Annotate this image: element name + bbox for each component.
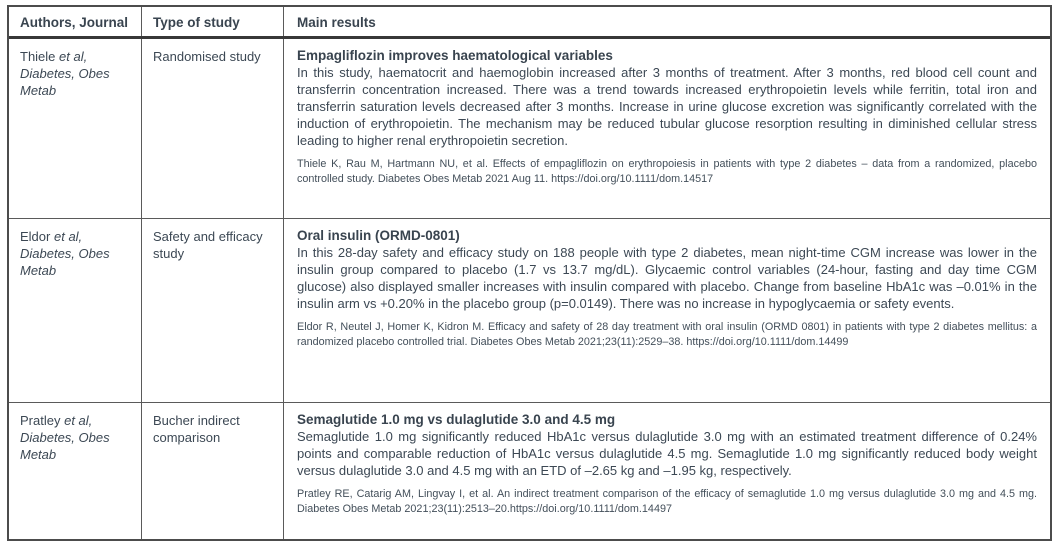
author-etal: et al, bbox=[64, 413, 93, 428]
author-name: Eldor bbox=[20, 229, 51, 244]
authors-cell bbox=[9, 403, 142, 539]
result-citation: Thiele K, Rau M, Hartmann NU, et al. Effects of empagliflozin on erythropoiesis in patients with type 2 diabetes – data from a randomized, placebo controlled study. Diabetes Obes Metab 2021 Aug 11. https://doi.org/10.1111/dom.14517 bbox=[297, 158, 1037, 185]
table-row bbox=[9, 219, 1050, 403]
author-etal: et al, bbox=[53, 229, 83, 244]
study-summary-table bbox=[7, 5, 1052, 541]
table-row bbox=[9, 39, 1050, 219]
authors-cell bbox=[9, 39, 142, 218]
header-type-of-study: Type of study bbox=[142, 7, 284, 36]
result-citation: Eldor R, Neutel J, Homer K, Kidron M. Efficacy and safety of 28 day treatment with oral insulin (ORMD 0801) in patients with type 2 diabetes mellitus: a randomized placebo controlled trial. Diabetes Obes Metab 2021;23(11):2529–38. https://doi.org/10.1111/dom.14499 bbox=[297, 321, 1037, 348]
result-body: In this study, haematocrit and haemoglobin increased after 3 months of treatment. After 3 months, red blood cell count and transferrin concentration increased. There was a trend towards increased erythropoietin levels while ferritin, total iron and transferrin saturation levels decreased after 3 months. Increase in urine glucose excretion was significantly correlated with the induction of erythropoietin. The mechanism may be reduced tubular glucose resorption resulting in diminished cellular stress leading to higher renal erythropoietin secretion. bbox=[297, 65, 1037, 148]
main-results-cell bbox=[284, 219, 1050, 402]
journal-name: Diabetes, Obes Metab bbox=[20, 66, 110, 98]
study-type-label: Bucher indirect comparison bbox=[153, 413, 240, 445]
main-results-cell bbox=[284, 39, 1050, 218]
result-title: Semaglutide 1.0 mg vs dulaglutide 3.0 and 4.5 mg bbox=[297, 412, 616, 427]
header-main-results: Main results bbox=[297, 15, 376, 30]
study-type-cell bbox=[142, 39, 284, 218]
result-body: In this 28-day safety and efficacy study on 188 people with type 2 diabetes, mean night-time CGM increase was lower in the insulin group compared to placebo (1.7 vs 13.7 mg/dL). Glycaemic control variables (24-hour, fasting and day time CGM glucose) also displayed smaller increases with insulin compared with placebo. Change from baseline HbA1c was –0.01% in the insulin arm vs +0.20% in the placebo group (p=0.0149). There was no increase in hypoglycaemia or safety events. bbox=[297, 245, 1037, 311]
journal-name: Diabetes, Obes Metab bbox=[20, 430, 110, 462]
author-etal: et al, bbox=[59, 49, 88, 64]
table-row bbox=[9, 403, 1050, 539]
study-type-label: Safety and efficacy study bbox=[153, 229, 263, 261]
study-type-cell bbox=[142, 403, 284, 539]
author-name-line bbox=[20, 228, 131, 245]
result-citation: Pratley RE, Catarig AM, Lingvay I, et al. An indirect treatment comparison of the efficacy of semaglutide 1.0 mg versus dulaglutide 3.0 mg and 4.5 mg. Diabetes Obes Metab 2021;23(11):2513–20.https://doi.org/10.1111/dom.14497 bbox=[297, 488, 1037, 515]
header-authors-journal: Authors, Journal bbox=[9, 7, 142, 36]
author-name: Pratley bbox=[20, 413, 61, 428]
result-body: Semaglutide 1.0 mg significantly reduced HbA1c versus dulaglutide 3.0 mg with an estimated treatment difference of 0.24% points and comparable reduction of HbA1c versus dulaglutide 4.5 mg. Semaglutide 1.0 mg significantly reduced body weight versus dulaglutide 3.0 and 4.5 mg with an ETD of –2.65 kg and –1.95 kg, respectively. bbox=[297, 429, 1037, 478]
result-title: Empagliflozin improves haematological variables bbox=[297, 48, 613, 63]
authors-cell bbox=[9, 219, 142, 402]
author-name-line bbox=[20, 412, 131, 429]
result-title: Oral insulin (ORMD-0801) bbox=[297, 228, 460, 243]
journal-name: Diabetes, Obes Metab bbox=[20, 246, 110, 278]
author-name: Thiele bbox=[20, 49, 56, 64]
study-type-cell bbox=[142, 219, 284, 402]
study-type-label: Randomised study bbox=[153, 49, 261, 64]
table-header-row bbox=[9, 7, 1050, 39]
main-results-cell bbox=[284, 403, 1050, 539]
author-name-line bbox=[20, 48, 131, 65]
